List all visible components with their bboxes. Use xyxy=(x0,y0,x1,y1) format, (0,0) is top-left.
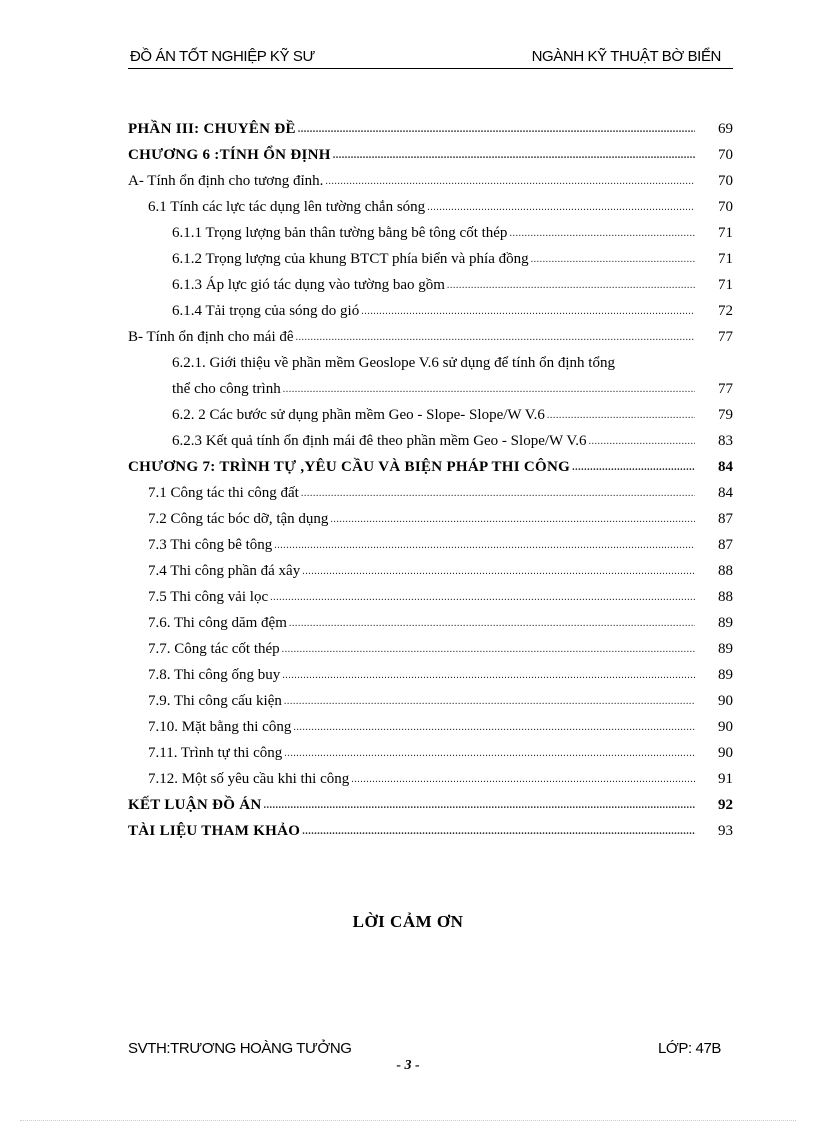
toc-dot-leader xyxy=(264,800,695,811)
footer-class: LỚP: 47B xyxy=(657,1040,721,1057)
toc-dot-leader xyxy=(330,514,695,525)
toc-entry xyxy=(128,580,733,606)
toc-dot-leader xyxy=(270,592,695,603)
toc-dot-leader xyxy=(333,150,695,161)
toc-dot-leader xyxy=(298,124,695,135)
toc-entry xyxy=(128,476,733,502)
toc-entry-title: 6.2.1. Giới thiệu về phần mềm Geoslope V.6 sử dụng để tính ổn định tổng xyxy=(172,355,615,371)
toc-entry-page: 89 xyxy=(718,615,733,631)
toc-entry xyxy=(128,268,733,294)
toc-entry xyxy=(128,398,733,424)
toc-entry-title: 6.2.3 Kết quả tính ổn định mái đê theo phần mềm Geo - Slope/W V.6 xyxy=(172,433,587,449)
toc-entry xyxy=(128,320,733,346)
toc-entry xyxy=(128,684,733,710)
toc-entry-title: 6.1 Tính các lực tác dụng lên tường chắn sóng xyxy=(148,199,426,215)
toc-entry-page: 88 xyxy=(718,589,733,605)
page-edge-divider xyxy=(20,1120,796,1121)
toc-dot-leader xyxy=(531,254,695,265)
toc-entry-title: PHẦN III: CHUYÊN ĐỀ xyxy=(128,121,296,137)
toc-entry-page: 88 xyxy=(718,563,733,579)
toc-entry xyxy=(128,450,733,476)
toc-entry-page: 71 xyxy=(718,251,733,267)
toc-entry xyxy=(128,528,733,554)
toc-entry-title: 7.10. Mặt bằng thi công xyxy=(148,719,292,735)
footer-student-name: SVTH:TRƯƠNG HOÀNG TƯỞNG xyxy=(128,1040,352,1057)
toc-entry-page: 70 xyxy=(718,199,733,215)
toc-dot-leader xyxy=(284,696,695,707)
toc-entry xyxy=(128,606,733,632)
toc-entry xyxy=(128,216,733,242)
toc-dot-leader xyxy=(293,722,695,733)
toc-entry-title: CHƯƠNG 7: TRÌNH TỰ ,YÊU CẦU VÀ BIỆN PHÁP THI CÔNG xyxy=(128,459,571,475)
toc-entry xyxy=(128,164,733,190)
toc-entry-title: 6.1.1 Trọng lượng bản thân tường bằng bê tông cốt thép xyxy=(172,225,508,241)
toc-entry-title: 7.6. Thi công dăm đệm xyxy=(148,615,287,631)
toc-entry-page: 77 xyxy=(718,329,733,345)
toc-entry-page: 87 xyxy=(718,537,733,553)
toc-entry-page: 90 xyxy=(718,693,733,709)
toc-entry-page: 79 xyxy=(718,407,733,423)
toc-entry-page: 87 xyxy=(718,511,733,527)
toc-entry xyxy=(128,814,733,840)
toc-entry-title: 6.2. 2 Các bước sử dụng phần mềm Geo - Slope- Slope/W V.6 xyxy=(172,407,545,423)
toc-entry xyxy=(128,138,733,164)
toc-entry-page: 70 xyxy=(718,147,733,163)
toc-entry-title: A- Tính ổn định cho tương đỉnh. xyxy=(128,173,324,189)
toc-entry xyxy=(128,294,733,320)
toc-entry xyxy=(128,346,733,372)
toc-entry-title: 6.1.4 Tải trọng của sóng do gió xyxy=(172,303,360,319)
toc-dot-leader xyxy=(282,670,695,681)
toc-dot-leader xyxy=(325,176,695,187)
toc-entry xyxy=(128,762,733,788)
toc-entry-page: 84 xyxy=(718,485,733,501)
toc-dot-leader xyxy=(547,410,695,421)
toc-entry-title: 7.9. Thi công cấu kiện xyxy=(148,693,282,709)
toc-entry-page: 71 xyxy=(718,225,733,241)
toc-entry-title: 7.3 Thi công bê tông xyxy=(148,537,273,553)
toc-dot-leader xyxy=(302,566,695,577)
table-of-contents xyxy=(128,112,733,840)
toc-entry-page: 84 xyxy=(718,459,733,475)
toc-entry xyxy=(128,242,733,268)
toc-entry xyxy=(128,372,733,398)
toc-dot-leader xyxy=(284,748,695,759)
toc-entry-title: 7.5 Thi công vải lọc xyxy=(148,589,269,605)
toc-entry-page: 71 xyxy=(718,277,733,293)
toc-entry xyxy=(128,190,733,216)
toc-entry-page: 91 xyxy=(718,771,733,787)
toc-entry-title: B- Tính ổn định cho mái đê xyxy=(128,329,294,345)
toc-dot-leader xyxy=(427,202,695,213)
toc-dot-leader xyxy=(283,384,695,395)
toc-entry xyxy=(128,502,733,528)
toc-dot-leader xyxy=(296,332,695,343)
page-number: - 3 - xyxy=(396,1058,420,1073)
toc-entry-page: 77 xyxy=(718,381,733,397)
toc-entry-title: 6.1.3 Áp lực gió tác dụng vào tường bao gồm xyxy=(172,277,445,293)
toc-entry-title: 7.7. Công tác cốt thép xyxy=(148,641,280,657)
toc-entry xyxy=(128,112,733,138)
toc-entry-title: KẾT LUẬN ĐỒ ÁN xyxy=(128,797,262,813)
toc-dot-leader xyxy=(572,462,695,473)
toc-entry-page: 92 xyxy=(718,797,733,813)
toc-entry-page: 93 xyxy=(718,823,733,839)
toc-dot-leader xyxy=(301,488,695,499)
toc-entry xyxy=(128,424,733,450)
toc-entry-title: 7.4 Thi công phần đá xây xyxy=(148,563,301,579)
toc-entry xyxy=(128,736,733,762)
page-footer xyxy=(128,1040,733,1060)
toc-entry-page: 83 xyxy=(718,433,733,449)
toc-entry-page: 90 xyxy=(718,745,733,761)
toc-entry-page: 89 xyxy=(718,641,733,657)
toc-entry-title: 6.1.2 Trọng lượng của khung BTCT phía biển và phía đồng xyxy=(172,251,529,267)
toc-dot-leader xyxy=(289,618,695,629)
toc-dot-leader xyxy=(302,826,695,837)
toc-entry-page: 69 xyxy=(718,121,733,137)
toc-entry-title: thể cho công trình xyxy=(172,381,281,397)
toc-entry-page: 89 xyxy=(718,667,733,683)
toc-entry xyxy=(128,710,733,736)
toc-dot-leader xyxy=(589,436,695,447)
toc-entry xyxy=(128,554,733,580)
toc-entry-page: 70 xyxy=(718,173,733,189)
toc-entry-title: 7.8. Thi công ống buy xyxy=(148,667,281,683)
toc-entry-title: 7.1 Công tác thi công đất xyxy=(148,485,299,501)
toc-entry-title: TÀI LIỆU THAM KHẢO xyxy=(128,823,301,839)
toc-entry-page: 72 xyxy=(718,303,733,319)
toc-entry xyxy=(128,788,733,814)
toc-dot-leader xyxy=(351,774,695,785)
toc-entry-title: 7.2 Công tác bóc dỡ, tận dụng xyxy=(148,511,329,527)
toc-entry-page: 90 xyxy=(718,719,733,735)
section-title: LỜI CẢM ƠN xyxy=(352,912,464,931)
toc-dot-leader xyxy=(447,280,695,291)
page-header xyxy=(128,46,733,69)
toc-dot-leader xyxy=(361,306,695,317)
toc-entry xyxy=(128,632,733,658)
toc-entry-title: CHƯƠNG 6 :TÍNH ỔN ĐỊNH xyxy=(128,147,331,163)
toc-dot-leader xyxy=(282,644,695,655)
toc-dot-leader xyxy=(274,540,695,551)
toc-entry-title: 7.11. Trình tự thi công xyxy=(148,745,283,761)
header-left-text: ĐỒ ÁN TỐT NGHIỆP KỸ SƯ xyxy=(130,48,315,65)
toc-entry-title: 7.12. Một số yêu cầu khi thi công xyxy=(148,771,350,787)
toc-entry xyxy=(128,658,733,684)
header-right-text: NGÀNH KỸ THUẬT BỜ BIỂN xyxy=(531,48,721,65)
toc-dot-leader xyxy=(509,228,695,239)
